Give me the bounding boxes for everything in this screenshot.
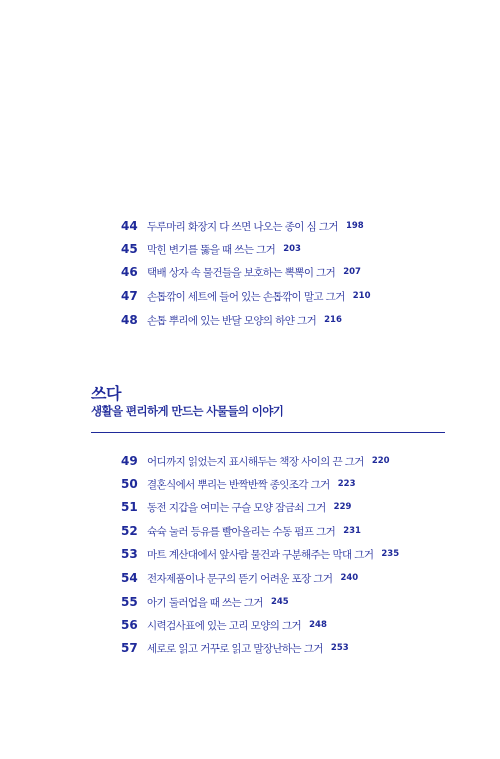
- toc-entry-number: 52: [121, 524, 138, 538]
- toc-entry-number: 53: [121, 547, 138, 561]
- toc-entry-title: 세로로 읽고 거꾸로 읽고 말장난하는 그거: [147, 642, 323, 655]
- toc-entry-title: 손톱깎이 세트에 들어 있는 손톱깎이 말고 그거: [147, 290, 345, 303]
- toc-entry[interactable]: [121, 218, 364, 234]
- toc-entry-title: 마트 계산대에서 앞사람 물건과 구분해주는 막대 그거: [147, 548, 374, 561]
- toc-entry-number: 47: [121, 289, 138, 303]
- section-divider: [91, 432, 445, 433]
- toc-entry-page: 207: [343, 267, 361, 277]
- toc-entry[interactable]: [121, 640, 349, 656]
- toc-entry-number: 49: [121, 454, 138, 468]
- toc-entry-title: 어디까지 읽었는지 표시해두는 책장 사이의 끈 그거: [147, 455, 364, 468]
- toc-entry-page: 235: [381, 549, 400, 559]
- toc-entry[interactable]: [121, 453, 390, 469]
- toc-entry-title: 손톱 뿌리에 있는 반달 모양의 하얀 그거: [147, 314, 317, 327]
- toc-entry-number: 44: [121, 219, 138, 233]
- toc-entry-page: 229: [333, 502, 352, 512]
- toc-entry-number: 51: [121, 500, 138, 514]
- toc-entry-title: 시력검사표에 있는 고리 모양의 그거: [147, 619, 302, 632]
- toc-entry-title: 두루마리 화장지 다 쓰면 나오는 종이 심 그거: [147, 220, 338, 233]
- toc-entry-title: 아기 둘러업을 때 쓰는 그거: [147, 596, 263, 609]
- toc-entry-number: 48: [121, 313, 138, 327]
- toc-entry[interactable]: [121, 288, 371, 304]
- toc-entry-page: 223: [337, 479, 356, 489]
- toc-entry-number: 50: [121, 477, 138, 491]
- toc-entry-title: 동전 지갑을 여미는 구슬 모양 잠금쇠 그거: [147, 501, 326, 514]
- toc-entry-page: 240: [340, 573, 359, 583]
- toc-entry-number: 55: [121, 595, 138, 609]
- toc-entry-page: 220: [371, 456, 390, 466]
- section-subtitle: 생활을 편리하게 만드는 사물들의 이야기: [91, 404, 284, 418]
- toc-entry[interactable]: [121, 264, 361, 280]
- toc-entry-title: 슉슉 눌러 등유를 빨아올리는 수동 펌프 그거: [147, 525, 336, 538]
- toc-entry-number: 54: [121, 571, 138, 585]
- toc-entry-page: 216: [324, 315, 342, 325]
- toc-entry[interactable]: [121, 570, 358, 586]
- toc-entry-page: 253: [330, 643, 349, 653]
- toc-entry-title: 택배 상자 속 물건들을 보호하는 뽁뽁이 그거: [147, 266, 336, 279]
- toc-entry[interactable]: [121, 546, 399, 562]
- toc-entry-number: 45: [121, 242, 138, 256]
- toc-entry[interactable]: [121, 594, 289, 610]
- toc-entry-title: 전자제품이나 문구의 뜯기 어려운 포장 그거: [147, 572, 333, 585]
- toc-entry-page: 198: [345, 221, 364, 231]
- toc-entry-number: 46: [121, 265, 138, 279]
- section-title: 쓰다: [91, 384, 121, 403]
- toc-entry[interactable]: [121, 476, 355, 492]
- toc-entry-number: 56: [121, 618, 138, 632]
- toc-entry-page: 210: [352, 291, 371, 301]
- toc-entry[interactable]: [121, 241, 301, 257]
- toc-entry[interactable]: [121, 523, 361, 539]
- toc-entry[interactable]: [121, 499, 351, 515]
- toc-entry-title: 결혼식에서 뿌리는 반짝반짝 종잇조각 그거: [147, 478, 330, 491]
- toc-entry-page: 248: [309, 620, 327, 630]
- toc-entry-page: 231: [343, 526, 361, 536]
- toc-entry-number: 57: [121, 641, 138, 655]
- toc-entry[interactable]: [121, 312, 342, 328]
- toc-entry-page: 203: [283, 244, 301, 254]
- toc-entry-page: 245: [270, 597, 289, 607]
- toc-entry-title: 막힌 변기를 뚫을 때 쓰는 그거: [147, 243, 276, 256]
- toc-entry[interactable]: [121, 617, 327, 633]
